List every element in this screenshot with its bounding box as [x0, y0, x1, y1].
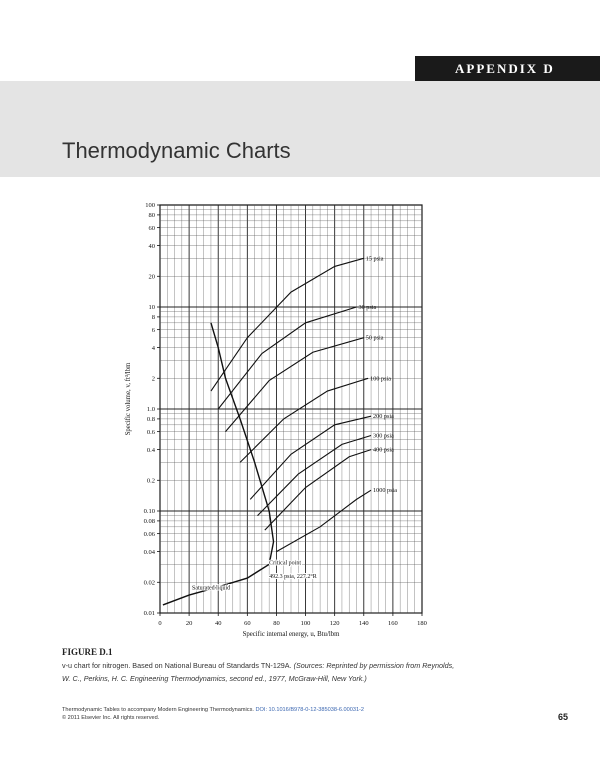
x-tick-label: 0 — [158, 620, 162, 627]
doi-link[interactable]: DOI: 10.1016/B978-0-12-385038-6.00031-2 — [255, 707, 365, 713]
y-tick-label: 0.8 — [146, 416, 155, 424]
y-tick-label: 0.6 — [146, 428, 155, 436]
y-tick-label: 1.0 — [146, 406, 155, 414]
chart-annotation: Saturated liquid — [192, 585, 231, 592]
isobar-label: 100 psia — [370, 375, 391, 383]
figure-label: FIGURE D.1 — [62, 647, 113, 657]
x-tick-label: 100 — [300, 620, 311, 627]
y-tick-label: 10 — [148, 304, 155, 312]
vu-chart — [116, 190, 434, 638]
appendix-label: APPENDIX D — [455, 61, 555, 76]
y-tick-label: 6 — [151, 326, 155, 334]
chart-svg — [116, 190, 434, 638]
footer — [62, 706, 364, 722]
y-tick-label: 40 — [148, 242, 155, 250]
page-title: Thermodynamic Charts — [62, 138, 291, 163]
y-tick-label: 8 — [151, 314, 155, 322]
isobar-label: 1000 psia — [373, 487, 397, 495]
chart-annotation: 492.3 psia, 227.2°R — [269, 574, 317, 581]
y-tick-label: 0.02 — [143, 579, 155, 587]
y-tick-label: 0.04 — [143, 548, 155, 556]
y-axis-label: Specific volume, v, ft³/lbm — [125, 362, 132, 436]
x-tick-label: 80 — [273, 620, 280, 627]
y-tick-label: 0.06 — [143, 530, 155, 538]
x-tick-label: 20 — [185, 620, 193, 627]
y-tick-label: 0.2 — [146, 477, 155, 485]
footer-line1: Thermodynamic Tables to accompany Modern Engineering Thermodynamics. — [62, 707, 254, 713]
y-tick-label: 100 — [145, 202, 155, 210]
y-tick-label: 20 — [148, 273, 155, 281]
y-tick-label: 0.10 — [143, 508, 155, 516]
chart-annotation: Critical point — [269, 560, 301, 567]
x-tick-label: 140 — [358, 620, 369, 627]
appendix-tab — [415, 56, 600, 81]
x-tick-label: 180 — [417, 620, 427, 627]
y-tick-label: 0.01 — [143, 610, 155, 618]
isobar-label: 30 psia — [358, 304, 377, 311]
caption-source-cont: W. C., Perkins, H. C. Engineering Thermodynamics, second ed., 1977, McGraw-Hill, New York.) — [62, 674, 367, 683]
y-tick-label: 2 — [151, 375, 155, 383]
isobar-label: 400 psia — [373, 446, 394, 454]
footer-copyright: © 2011 Elsevier Inc. All rights reserved. — [62, 715, 160, 721]
isobar-label: 50 psia — [365, 334, 384, 342]
y-tick-label: 80 — [148, 212, 155, 220]
caption-source: (Sources: Reprinted by permission from Reynolds, — [293, 661, 455, 670]
y-tick-label: 4 — [151, 344, 155, 352]
y-tick-label: 0.4 — [146, 446, 155, 454]
y-tick-label: 0.08 — [143, 518, 155, 526]
isobar-label: 15 psia — [365, 255, 384, 263]
isobar-label: 200 psia — [373, 413, 394, 421]
figure-caption — [62, 659, 482, 685]
isobar-label: 300 psia — [373, 432, 394, 440]
x-tick-label: 160 — [388, 620, 398, 627]
caption-text: v-u chart for nitrogen. Based on National Bureau of Standards TN-129A. — [62, 661, 292, 670]
x-tick-label: 60 — [244, 620, 251, 627]
x-tick-label: 120 — [329, 620, 340, 627]
x-tick-label: 40 — [214, 620, 222, 627]
y-tick-label: 60 — [148, 224, 155, 232]
page-number: 65 — [557, 712, 568, 722]
x-axis-label: Specific internal energy, u, Btu/lbm — [242, 631, 340, 638]
